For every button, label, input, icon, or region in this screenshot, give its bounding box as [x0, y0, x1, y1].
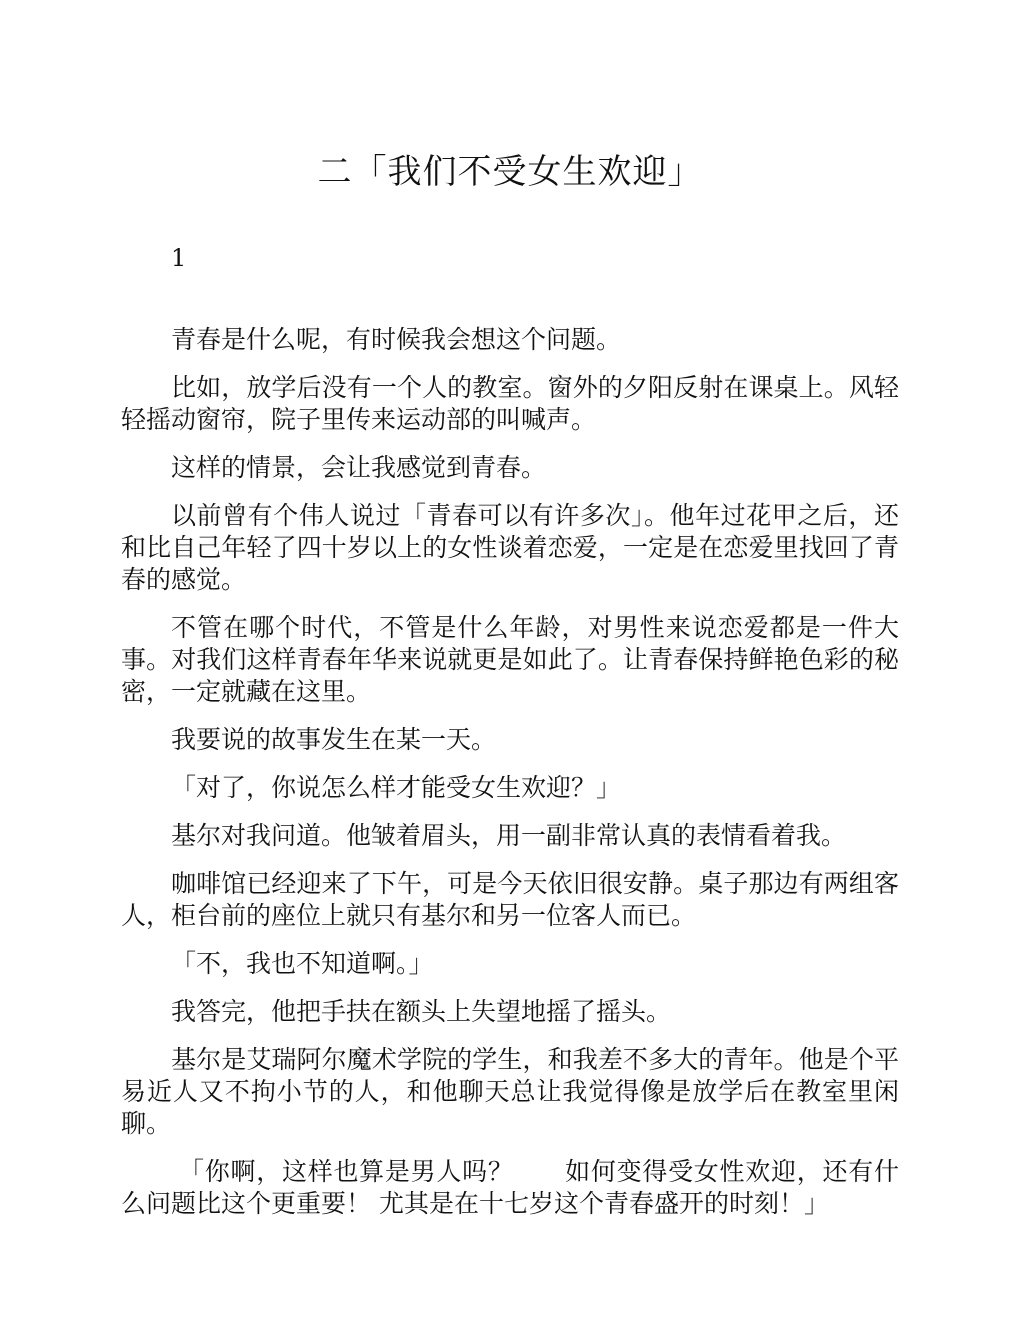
dialogue-paragraph: 「不，我也不知道啊。」	[171, 949, 434, 978]
section-number: 1	[171, 244, 187, 272]
paragraph: 基尔是艾瑞阿尔魔术学院的学生，和我差不多大的青年。他是个平易近人又不拘小节的人，和他聊天总让我觉得像是放学后在教室里闲聊。	[121, 1045, 899, 1138]
paragraph: 不管在哪个时代，不管是什么年龄，对男性来说恋爱都是一件大事。对我们这样青春年华来说就更是如此了。让青春保持鲜艳色彩的秘密，一定就藏在这里。	[121, 613, 899, 706]
chapter-title: 二「我们不受女生欢迎」	[317, 152, 703, 192]
paragraph: 以前曾有个伟人说过「青春可以有许多次」。他年过花甲之后，还和比自己年轻了四十岁以上的女性谈着恋爱，一定是在恋爱里找回了青春的感觉。	[121, 501, 899, 594]
paragraph: 比如，放学后没有一个人的教室。窗外的夕阳反射在课桌上。风轻轻摇动窗帘，院子里传来运动部的叫喊声。	[121, 373, 899, 434]
dialogue-paragraph: 「对了，你说怎么样才能受女生欢迎？」	[171, 773, 622, 802]
paragraph: 这样的情景，会让我感觉到青春。	[171, 453, 547, 482]
dialogue-paragraph: 「你啊，这样也算是男人吗？ 如何变得受女性欢迎，还有什么问题比这个更重要！ 尤其是在十七岁这个青春盛开的时刻！」	[121, 1157, 899, 1218]
paragraph: 青春是什么呢，有时候我会想这个问题。	[171, 325, 622, 354]
paragraph: 基尔对我问道。他皱着眉头，用一副非常认真的表情看着我。	[171, 821, 847, 850]
paragraph: 我答完，他把手扶在额头上失望地摇了摇头。	[171, 997, 672, 1026]
body-text	[121, 324, 899, 1236]
paragraph: 咖啡馆已经迎来了下午，可是今天依旧很安静。桌子那边有两组客人，柜台前的座位上就只有基尔和另一位客人而已。	[121, 869, 899, 930]
paragraph: 我要说的故事发生在某一天。	[171, 725, 497, 754]
